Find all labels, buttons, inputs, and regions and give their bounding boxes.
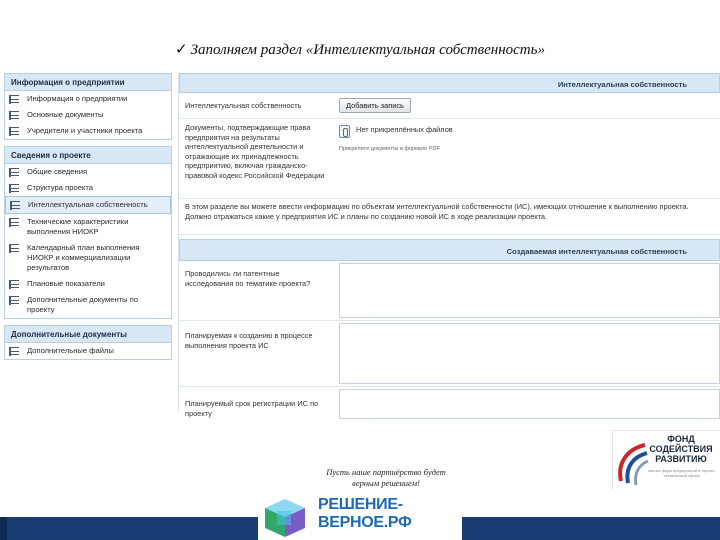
q3-row: [179, 387, 720, 421]
fund-line3: РАЗВИТИЮ: [655, 454, 707, 464]
list-icon: [9, 347, 19, 356]
list-icon: [10, 201, 20, 210]
sidebar-item-label: Структура проекта: [27, 183, 93, 192]
planned-ip-input[interactable]: [339, 323, 720, 384]
sidebar-item-label: Общие сведения: [27, 167, 88, 176]
slide-title: [0, 40, 720, 59]
sidebar-item-founders[interactable]: [5, 123, 171, 139]
fund-logo: [612, 430, 720, 490]
sidebar-item-extra-files[interactable]: [5, 343, 171, 359]
ip-row: [179, 93, 720, 119]
section-title-created-ip: Создаваемая интеллектуальная собственность: [179, 239, 720, 261]
panel-header-additional-docs: Дополнительные документы: [5, 326, 171, 343]
panel-header-company: Информация о предприятии: [5, 74, 171, 91]
list-icon: [9, 127, 19, 136]
sidebar-item-label: Технические характеристики выполнения НИОКР: [27, 217, 129, 236]
q1-row: [179, 261, 720, 321]
sidebar-item-label: Информация о предприятии: [27, 94, 128, 103]
sidebar-item-label: Дополнительные документы по проекту: [27, 295, 139, 314]
files-note: Прикрепите документы в формате PDF: [339, 146, 440, 152]
fund-name: [643, 434, 719, 464]
sidebar-item-company-info[interactable]: [5, 91, 171, 107]
panel-project: [4, 146, 172, 319]
sidebar-item-main-docs[interactable]: [5, 107, 171, 123]
sidebar-item-label: Интеллектуальная собственность: [28, 200, 148, 209]
list-icon: [9, 184, 19, 193]
checkmark-icon: ✓: [175, 42, 188, 58]
patent-research-input[interactable]: [339, 263, 720, 318]
list-icon: [9, 95, 19, 104]
list-icon: [9, 111, 19, 120]
list-icon: [9, 296, 19, 305]
info-text: В этом разделе вы можете ввести информацию по объектам интеллектуальной собственности (ИС), имеющих отношение к выполнению проекта. Должно отражаться какие у предприятия ИС и планы по созданию новой ИС в ходе реализации проекта.: [179, 199, 720, 235]
section-title-ip: Интеллектуальная собственность: [179, 73, 720, 93]
sidebar-item-intellectual-property[interactable]: [5, 196, 171, 214]
sidebar-item-structure[interactable]: [5, 180, 171, 196]
sidebar-item-general[interactable]: [5, 164, 171, 180]
q2-label: Планируемая к созданию в процессе выполнения проекта ИС: [185, 331, 313, 350]
list-icon: [9, 244, 19, 253]
footer-slogan: Пусть наше партнёрство будет верным решением!: [326, 467, 446, 488]
footer-marker: [0, 517, 7, 540]
fund-line2: СОДЕЙСТВИЯ: [649, 444, 713, 454]
fund-line1: ФОНД: [667, 434, 695, 444]
list-icon: [9, 280, 19, 289]
panel-company: [4, 73, 172, 140]
panel-additional-docs: [4, 325, 172, 360]
sidebar-item-label: Календарный план выполнения НИОКР и коммерциализации результатов: [27, 243, 140, 272]
no-files-text: Нет прикреплённых файлов: [356, 125, 453, 134]
docs-label: Документы, подтверждающие права предприятия на результаты интеллектуальной деятельности и отражающие их принадлежность предприятию, включая гражданско-правовой кодекс Российской Федерации: [185, 123, 325, 180]
cube-logo-icon: [263, 497, 307, 539]
ip-label: Интеллектуальная собственность: [185, 101, 302, 110]
sidebar-item-label: Учредители и участники проекта: [27, 126, 143, 135]
sidebar-item-extra-project-docs[interactable]: [5, 292, 171, 318]
docs-row: [179, 119, 720, 199]
add-record-button[interactable]: Добавить запись: [339, 98, 411, 113]
sidebar-item-planned-indicators[interactable]: [5, 276, 171, 292]
q1-label: Проводились ли патентные исследования по тематике проекта?: [185, 269, 311, 288]
footer-brand: РЕШЕНИЕ-ВЕРНОЕ.РФ: [318, 496, 412, 531]
list-icon: [9, 168, 19, 177]
panel-header-project: Сведения о проекте: [5, 147, 171, 164]
q3-label: Планируемый срок регистрации ИС по проекту: [185, 399, 319, 418]
sidebar-item-tech-specs[interactable]: [5, 214, 171, 240]
q2-row: [179, 321, 720, 387]
slide-title-text: Заполняем раздел «Интеллектуальная собственность»: [190, 42, 545, 58]
main-content: [178, 73, 720, 418]
sidebar: [4, 73, 172, 366]
attach-file-icon[interactable]: [339, 125, 350, 138]
list-icon: [9, 218, 19, 227]
sidebar-item-calendar-plan[interactable]: [5, 240, 171, 276]
sidebar-item-label: Дополнительные файлы: [27, 346, 114, 355]
registration-date-input[interactable]: [339, 389, 720, 419]
sidebar-item-label: Основные документы: [27, 110, 104, 119]
sidebar-item-label: Плановые показатели: [27, 279, 105, 288]
fund-subtitle: малых форм предприятий в научно-технической сфере: [648, 468, 716, 478]
